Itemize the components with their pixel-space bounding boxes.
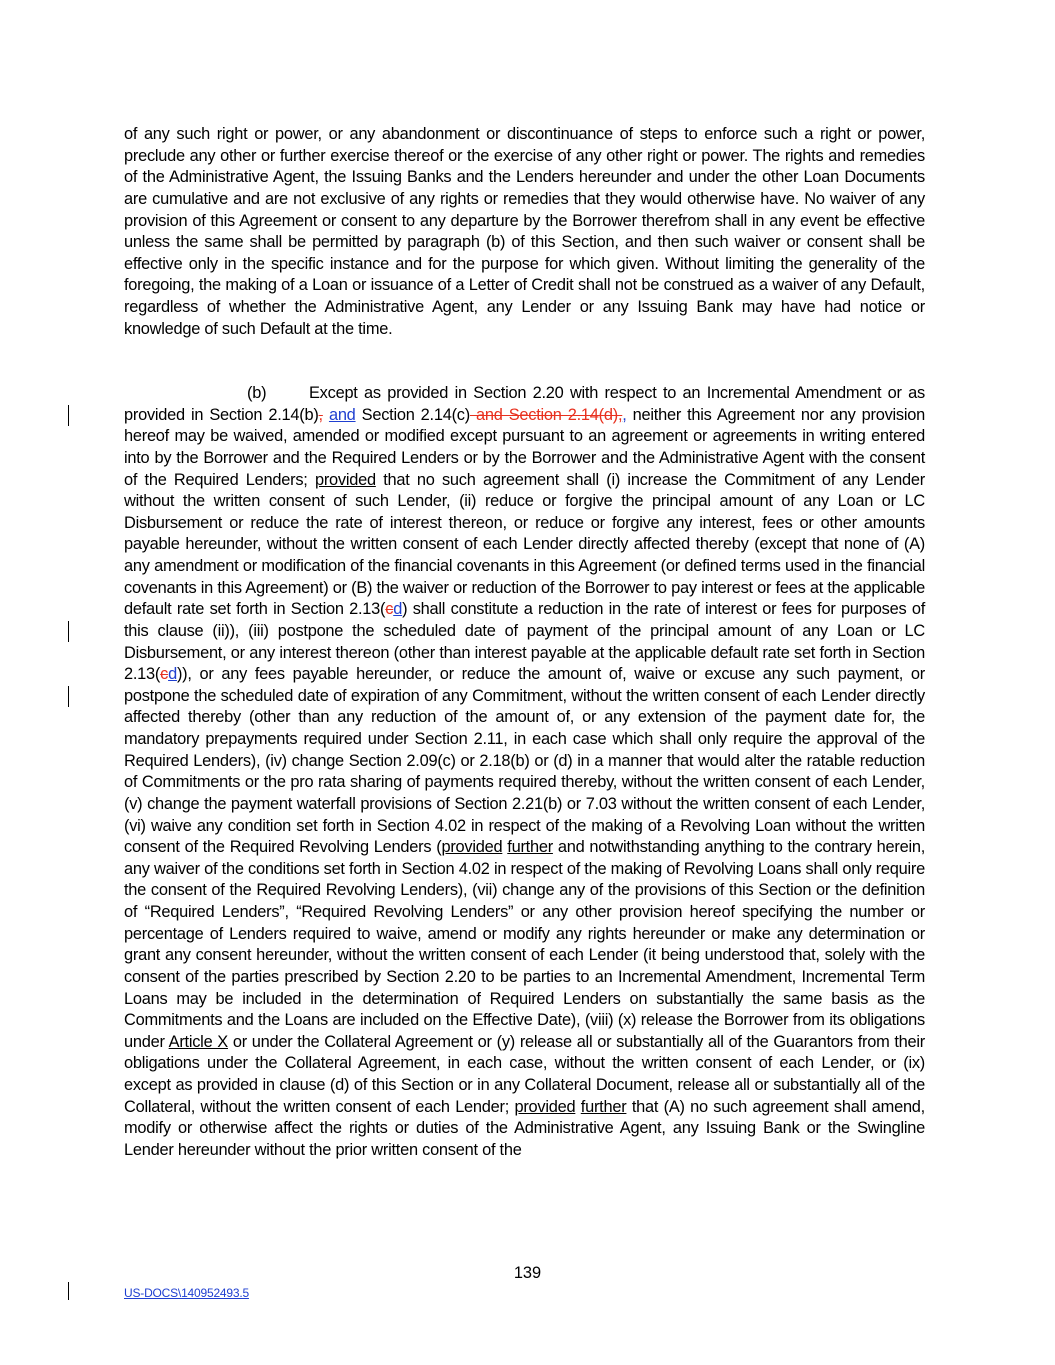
underlined-term: further [507,838,553,857]
deleted-text: c [160,665,169,684]
inserted-text: d [168,665,177,684]
text-run: )), or any fees payable hereunder, or reduce the amount of, waive or excuse any such payment, or postpone the scheduled date of expiration of any Commitment, without the written consent of each Lender directly affected thereby (other than any reduction of the amount of, or any extension of the payment date for, the mandatory prepayments required under Section 2.11, in each case which shall only require the approval of the Required Lenders), (iv) change Section 2.09(c) or 2.18(b) or (d) in a manner that would alter the ratable reduction of Commitments or the pro rata sharing of payments required thereby, without the written consent of each Lender, (v) change the payment waterfall provisions of Section 2.21(b) or 7.03 without the written consent of each Lender, (vi) waive any condition set forth in Section 4.02 in respect of the making of a Revolving Loan without the written consent of the Required Revolving Lenders ( [124,665,925,857]
text-run: Section 2.14(c) [355,405,470,424]
change-bar [68,686,69,707]
change-bar [68,1282,69,1300]
underlined-term: provided [441,838,503,857]
text-run: or under the Collateral Agreement or (y) release all or substantially all of the Guarantors from their obligations under the Collateral Agreement, in each case, without the written consent of each Lender, or (ix) except as provided in clause (d) of this Section or in any Collateral Document, release all or substantially all of the Collateral, without the written consent of each Lender; [124,1032,925,1116]
underlined-term: provided [514,1097,576,1116]
underlined-term: further [580,1097,627,1116]
page-number: 139 [513,1264,542,1282]
text-run: that (A) no such agreement shall amend, modify or otherwise affect the rights or duties of the Administrative Agent, any Issuing Bank or the Swingline Lender hereunder without the prior written consent of the [124,1097,925,1159]
change-bar [68,621,69,642]
change-bar [68,405,69,426]
underlined-term: provided [314,470,376,489]
deleted-text: , [318,405,323,424]
text-run: Except as provided in Section 2.20 with respect to an Incremental Amendment or as provided in Section 2.14(b) [124,384,925,424]
document-id-footer: US-DOCS\140952493.5 [124,1286,249,1300]
paragraph-b [124,383,925,1162]
underlined-term: Article X [168,1032,228,1051]
inserted-text: d [393,600,403,619]
inserted-text: and [328,405,356,424]
text-run: neither this Agreement nor any provision hereof may be waived, amended or modified except pursuant to an agreement or agreements in writing entered into by the Borrower and the Required Lenders or by the Borrower and the Administrative Agent with the consent of the Required Lenders; [124,405,925,489]
deleted-text: c [385,600,394,619]
text-run: and notwithstanding anything to the contrary herein, any waiver of the conditions set forth in Section 4.02 in respect of the making of Revolving Loans shall only require the consent of the Required Revolving Lenders), (vii) change any of the provisions of this Section or the definition of “Required Lenders”, “Required Revolving Lenders” or any other provision hereof specifying the number or percentage of Lenders required to waive, amend or modify any rights hereunder or make any determination or grant any consent hereunder, without the written consent of each Lender (it being understood that, solely with the consent of the parties prescribed by Section 2.20 to be parties to an Incremental Amendment, Incremental Term Loans may be included in the determination of Required Lenders on substantially the same basis as the Commitments and the Loans are included on the Effective Date), (viii) (x) release the Borrower from its obligations under [124,838,925,1051]
text-run: ) shall constitute a reduction in the rate of interest or fees for purposes of this clause (ii)), (iii) postpone the scheduled date of payment of the principal amount of any Loan or LC Disbursement, or any interest thereon (other than interest payable at the applicable default rate set forth in Section 2.13( [124,600,926,684]
paragraph-a-continuation: of any such right or power, or any abandonment or discontinuance of steps to enforce such a right or power, preclude any other or further exercise thereof or the exercise of any other right or power. The rights and remedies of the Administrative Agent, the Issuing Banks and the Lenders hereunder and under the other Loan Documents are cumulative and are not exclusive of any rights or remedies that they would otherwise have. No waiver of any provision of this Agreement or consent to any departure by the Borrower therefrom shall in any event be effective unless the same shall be permitted by paragraph (b) of this Section, and then such waiver or consent shall be effective only in the specific instance and for the purpose for which given. Without limiting the generality of the foregoing, the making of a Loan or issuance of a Letter of Credit shall not be construed as a waiver of any Default, regardless of whether the Administrative Agent, any Lender or any Issuing Bank may have had notice or knowledge of such Default at the time. [124,125,925,338]
paragraph-label: (b) [247,384,267,402]
text-run: that no such agreement shall (i) increase the Commitment of any Lender without the written consent of such Lender, (ii) reduce or forgive the principal amount of any Loan or LC Disbursement or reduce the rate of interest thereon, or reduce or forgive any interest, fees or other amounts payable hereunder, without the written consent of each Lender directly affected thereby (except that none of (A) any amendment or modification of the financial covenants in this Agreement (or defined terms used in the financial covenants in this Agreement) or (B) the waiver or reduction of the Borrower to pay interest or fees at the applicable default rate set forth in Section 2.13( [124,470,925,619]
inserted-text: , [622,405,627,424]
deleted-text: and Section 2.14(d), [469,405,623,424]
